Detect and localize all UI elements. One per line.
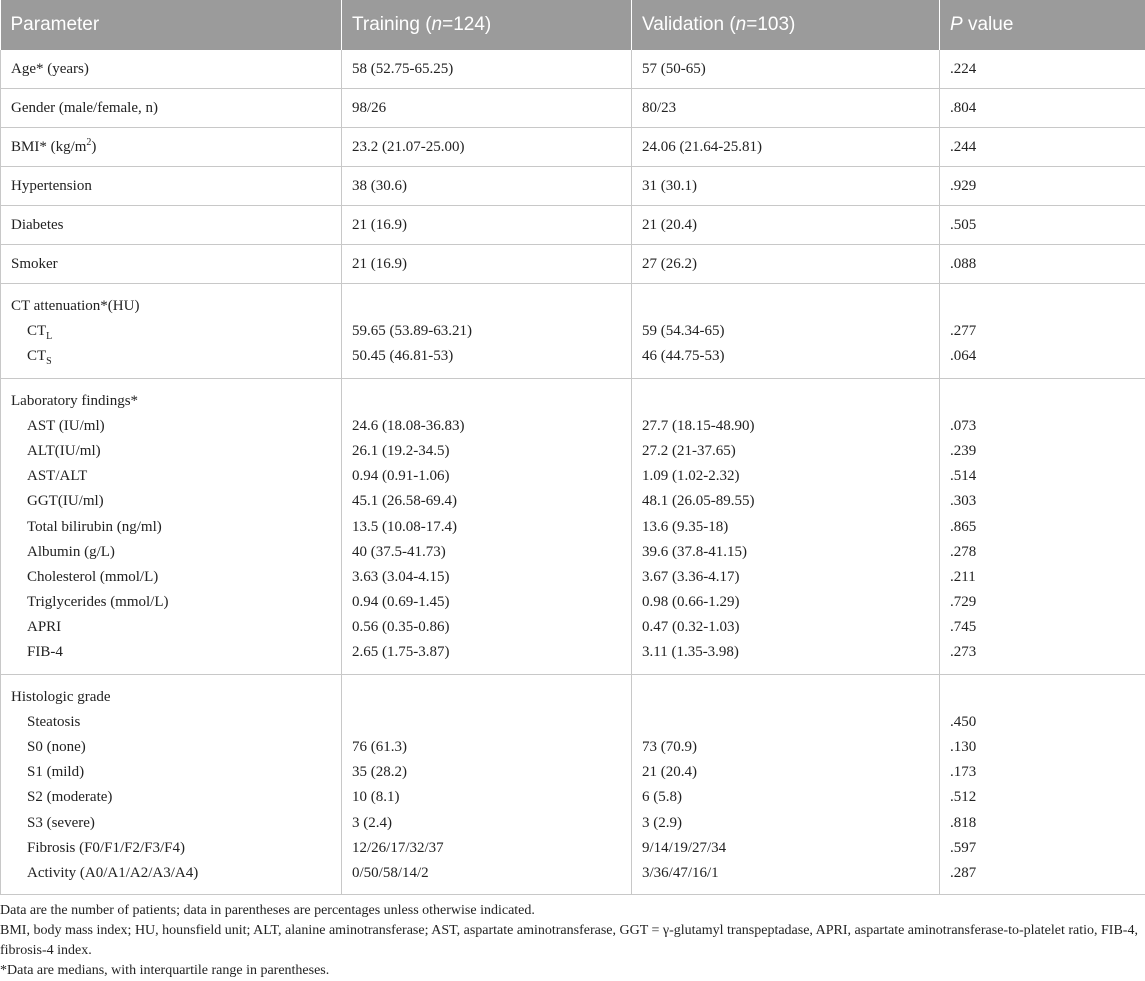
ct-l-label-main: CT bbox=[27, 323, 46, 339]
histo-training-cell bbox=[342, 674, 632, 895]
histo-training-line bbox=[352, 710, 621, 735]
cell-p: .244 bbox=[940, 128, 1145, 167]
lab-p-line: .303 bbox=[950, 489, 1135, 514]
lab-labels-line: AST (IU/ml) bbox=[11, 414, 331, 439]
lab-validation-line: 0.98 (0.66-1.29) bbox=[642, 590, 929, 615]
spacer bbox=[950, 685, 1135, 710]
lab-validation-line: 13.6 (9.35-18) bbox=[642, 515, 929, 540]
spacer bbox=[352, 389, 621, 414]
histo-training-line: 35 (28.2) bbox=[352, 760, 621, 785]
lab-labels-line: Total bilirubin (ng/ml) bbox=[11, 515, 331, 540]
lab-training-line: 2.65 (1.75-3.87) bbox=[352, 640, 621, 665]
header-validation-prefix: Validation ( bbox=[642, 14, 736, 35]
ct-l-validation: 59 (54.34-65) bbox=[642, 319, 929, 344]
histo-p-line: .450 bbox=[950, 710, 1135, 735]
histo-p-cell bbox=[940, 674, 1145, 895]
ct-s-validation: 46 (44.75-53) bbox=[642, 344, 929, 369]
ct-l-p: .277 bbox=[950, 319, 1135, 344]
lab-training-line: 26.1 (19.2-34.5) bbox=[352, 439, 621, 464]
header-parameter: Parameter bbox=[1, 0, 342, 50]
cell-validation: 31 (30.1) bbox=[632, 167, 940, 206]
lab-validation-line: 48.1 (26.05-89.55) bbox=[642, 489, 929, 514]
lab-labels-line: FIB-4 bbox=[11, 640, 331, 665]
histo-label-cell bbox=[1, 674, 342, 895]
lab-labels-line: Triglycerides (mmol/L) bbox=[11, 590, 331, 615]
header-training bbox=[342, 0, 632, 50]
lab-training-line: 3.63 (3.04-4.15) bbox=[352, 565, 621, 590]
lab-training-line: 0.94 (0.91-1.06) bbox=[352, 464, 621, 489]
histo-validation-line: 9/14/19/27/34 bbox=[642, 836, 929, 861]
lab-validation-line: 0.47 (0.32-1.03) bbox=[642, 615, 929, 640]
lab-training-line: 13.5 (10.08-17.4) bbox=[352, 515, 621, 540]
histo-validation-line bbox=[642, 710, 929, 735]
header-p-value bbox=[940, 0, 1145, 50]
cell-training: 21 (16.9) bbox=[342, 245, 632, 284]
cell-validation: 57 (50-65) bbox=[632, 50, 940, 89]
histo-heading: Histologic grade bbox=[11, 685, 331, 710]
row-group-lab bbox=[1, 378, 1145, 674]
lab-p-line: .865 bbox=[950, 515, 1135, 540]
header-training-suffix: =124) bbox=[442, 14, 491, 35]
bmi-label-sup: 2 bbox=[86, 137, 91, 148]
lab-p-line: .745 bbox=[950, 615, 1135, 640]
histo-validation-line: 73 (70.9) bbox=[642, 735, 929, 760]
histo-labels-line: Steatosis bbox=[11, 710, 331, 735]
lab-p-line: .729 bbox=[950, 590, 1135, 615]
header-validation-n: n bbox=[736, 14, 747, 35]
lab-validation-line: 39.6 (37.8-41.15) bbox=[642, 540, 929, 565]
footnote-3: *Data are medians, with interquartile range in parentheses. bbox=[0, 961, 1145, 981]
lab-labels-line: Albumin (g/L) bbox=[11, 540, 331, 565]
cell-label: Age* (years) bbox=[1, 50, 342, 89]
footnote-2: BMI, body mass index; HU, hounsfield unit; ALT, alanine aminotransferase; AST, aspartate aminotransferase, GGT = γ-glutamyl transpeptadase, APRI, aspartate aminotransferase-to-platelet ratio, FIB-4, fibrosis-4 index. bbox=[0, 921, 1145, 961]
histo-labels-line: S3 (severe) bbox=[11, 811, 331, 836]
ct-s-label-main: CT bbox=[27, 348, 46, 364]
ct-s-label bbox=[11, 344, 331, 369]
header-row bbox=[1, 0, 1145, 50]
ct-s-label-sub: S bbox=[46, 356, 52, 367]
bmi-label-suffix: ) bbox=[91, 139, 96, 155]
lab-validation-line: 3.11 (1.35-3.98) bbox=[642, 640, 929, 665]
ct-heading: CT attenuation*(HU) bbox=[11, 294, 331, 319]
header-validation bbox=[632, 0, 940, 50]
bmi-label-prefix: BMI* (kg/m bbox=[11, 139, 86, 155]
lab-labels-line: Cholesterol (mmol/L) bbox=[11, 565, 331, 590]
row-hypertension bbox=[1, 167, 1145, 206]
cell-label: Diabetes bbox=[1, 206, 342, 245]
lab-validation-cell bbox=[632, 378, 940, 674]
cell-label: Gender (male/female, n) bbox=[1, 89, 342, 128]
lab-validation-line: 27.7 (18.15-48.90) bbox=[642, 414, 929, 439]
cell-training: 98/26 bbox=[342, 89, 632, 128]
header-p-letter: P bbox=[950, 14, 963, 35]
cell-label bbox=[1, 128, 342, 167]
histo-validation-line: 6 (5.8) bbox=[642, 785, 929, 810]
row-diabetes bbox=[1, 206, 1145, 245]
lab-heading: Laboratory findings* bbox=[11, 389, 331, 414]
row-smoker bbox=[1, 245, 1145, 284]
cell-training: 21 (16.9) bbox=[342, 206, 632, 245]
row-age bbox=[1, 50, 1145, 89]
lab-p-line: .073 bbox=[950, 414, 1135, 439]
lab-training-line: 24.6 (18.08-36.83) bbox=[352, 414, 621, 439]
spacer bbox=[352, 294, 621, 319]
spacer bbox=[950, 294, 1135, 319]
histo-labels-line: S2 (moderate) bbox=[11, 785, 331, 810]
header-p-suffix: value bbox=[963, 14, 1014, 35]
cell-training: 38 (30.6) bbox=[342, 167, 632, 206]
lab-p-line: .239 bbox=[950, 439, 1135, 464]
row-group-histo bbox=[1, 674, 1145, 895]
lab-label-cell bbox=[1, 378, 342, 674]
spacer bbox=[642, 294, 929, 319]
spacer bbox=[642, 685, 929, 710]
ct-s-p: .064 bbox=[950, 344, 1135, 369]
histo-p-line: .512 bbox=[950, 785, 1135, 810]
lab-p-line: .273 bbox=[950, 640, 1135, 665]
ct-p-cell bbox=[940, 284, 1145, 379]
lab-labels-line: AST/ALT bbox=[11, 464, 331, 489]
histo-training-line: 12/26/17/32/37 bbox=[352, 836, 621, 861]
histo-training-line: 3 (2.4) bbox=[352, 811, 621, 836]
ct-label-cell bbox=[1, 284, 342, 379]
lab-p-cell bbox=[940, 378, 1145, 674]
histo-p-line: .818 bbox=[950, 811, 1135, 836]
histo-training-line: 0/50/58/14/2 bbox=[352, 861, 621, 886]
spacer bbox=[950, 389, 1135, 414]
lab-validation-line: 1.09 (1.02-2.32) bbox=[642, 464, 929, 489]
lab-training-line: 0.94 (0.69-1.45) bbox=[352, 590, 621, 615]
histo-validation-line: 3/36/47/16/1 bbox=[642, 861, 929, 886]
histo-training-line: 76 (61.3) bbox=[352, 735, 621, 760]
cell-validation: 21 (20.4) bbox=[632, 206, 940, 245]
ct-validation-cell bbox=[632, 284, 940, 379]
cell-p: .505 bbox=[940, 206, 1145, 245]
lab-p-line: .278 bbox=[950, 540, 1135, 565]
cell-p: .224 bbox=[940, 50, 1145, 89]
ct-l-label-sub: L bbox=[46, 331, 52, 342]
lab-labels-line: ALT(IU/ml) bbox=[11, 439, 331, 464]
histo-labels-line: Activity (A0/A1/A2/A3/A4) bbox=[11, 861, 331, 886]
spacer bbox=[352, 685, 621, 710]
histo-p-line: .597 bbox=[950, 836, 1135, 861]
cell-label: Smoker bbox=[1, 245, 342, 284]
histo-validation-line: 21 (20.4) bbox=[642, 760, 929, 785]
histo-training-line: 10 (8.1) bbox=[352, 785, 621, 810]
lab-training-cell bbox=[342, 378, 632, 674]
lab-validation-line: 3.67 (3.36-4.17) bbox=[642, 565, 929, 590]
cell-p: .804 bbox=[940, 89, 1145, 128]
header-training-prefix: Training ( bbox=[352, 14, 432, 35]
ct-l-training: 59.65 (53.89-63.21) bbox=[352, 319, 621, 344]
cell-p: .088 bbox=[940, 245, 1145, 284]
histo-validation-cell bbox=[632, 674, 940, 895]
footnote-1: Data are the number of patients; data in parentheses are percentages unless otherwise indicated. bbox=[0, 901, 1145, 921]
cell-validation: 27 (26.2) bbox=[632, 245, 940, 284]
header-validation-suffix: =103) bbox=[746, 14, 795, 35]
lab-labels-line: APRI bbox=[11, 615, 331, 640]
cell-validation: 80/23 bbox=[632, 89, 940, 128]
row-bmi bbox=[1, 128, 1145, 167]
histo-p-line: .130 bbox=[950, 735, 1135, 760]
cell-p: .929 bbox=[940, 167, 1145, 206]
histo-p-line: .173 bbox=[950, 760, 1135, 785]
table-footnotes bbox=[0, 895, 1145, 981]
histo-labels-line: S1 (mild) bbox=[11, 760, 331, 785]
histo-labels-line: S0 (none) bbox=[11, 735, 331, 760]
ct-l-label bbox=[11, 319, 331, 344]
lab-p-line: .514 bbox=[950, 464, 1135, 489]
cell-label: Hypertension bbox=[1, 167, 342, 206]
lab-labels-line: GGT(IU/ml) bbox=[11, 489, 331, 514]
row-group-ct bbox=[1, 284, 1145, 379]
row-gender bbox=[1, 89, 1145, 128]
ct-training-cell bbox=[342, 284, 632, 379]
lab-training-line: 45.1 (26.58-69.4) bbox=[352, 489, 621, 514]
cell-training: 58 (52.75-65.25) bbox=[342, 50, 632, 89]
histo-p-line: .287 bbox=[950, 861, 1135, 886]
ct-s-training: 50.45 (46.81-53) bbox=[352, 344, 621, 369]
lab-training-line: 40 (37.5-41.73) bbox=[352, 540, 621, 565]
lab-validation-line: 27.2 (21-37.65) bbox=[642, 439, 929, 464]
lab-p-line: .211 bbox=[950, 565, 1135, 590]
header-training-n: n bbox=[432, 14, 443, 35]
cell-training: 23.2 (21.07-25.00) bbox=[342, 128, 632, 167]
histo-labels-line: Fibrosis (F0/F1/F2/F3/F4) bbox=[11, 836, 331, 861]
spacer bbox=[642, 389, 929, 414]
histo-validation-line: 3 (2.9) bbox=[642, 811, 929, 836]
cell-validation: 24.06 (21.64-25.81) bbox=[632, 128, 940, 167]
lab-training-line: 0.56 (0.35-0.86) bbox=[352, 615, 621, 640]
